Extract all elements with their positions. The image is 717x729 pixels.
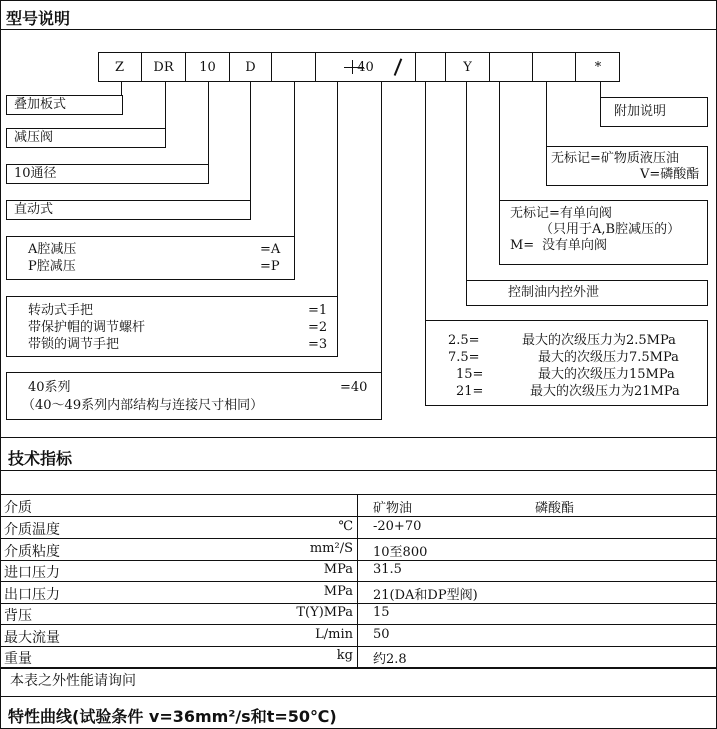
row-unit: L/min xyxy=(315,626,353,642)
connector xyxy=(208,82,209,166)
row-unit: ℃ xyxy=(338,519,353,534)
row-value: -20+70 xyxy=(373,519,422,534)
table-row xyxy=(0,539,715,561)
table-row xyxy=(0,646,715,668)
code-p3: 15= xyxy=(456,367,484,382)
label-series-note: （40～49系列内部结构与连接尺寸相同） xyxy=(22,398,264,413)
code-series: =40 xyxy=(340,380,368,395)
code-adj2: =2 xyxy=(308,320,328,335)
connector xyxy=(381,82,382,372)
label-p2: 最大的次级压力7.5MPa xyxy=(538,350,679,365)
row-value: 10至800 xyxy=(373,544,428,560)
code-p1: 2.5= xyxy=(448,333,480,348)
connector xyxy=(165,82,166,129)
model-code-cell: * xyxy=(594,59,602,75)
section-title-curve: 特性曲线(试验条件 v=36mm²/s和t=50℃) xyxy=(8,707,337,726)
code-chamber-a: =A xyxy=(260,242,281,257)
label-check3: 没有单向阀 xyxy=(542,238,608,253)
label-reduce: 减压阀 xyxy=(14,130,54,145)
header-value2: 磷酸酯 xyxy=(535,501,575,516)
row-label: 介质粘度 xyxy=(4,543,60,560)
row-label: 介质温度 xyxy=(4,522,60,538)
table-row xyxy=(0,560,715,582)
code-p4: 21= xyxy=(456,384,484,399)
connector xyxy=(466,82,467,280)
connector xyxy=(121,82,122,96)
model-code-cell: 40 xyxy=(316,52,416,82)
label-fluid2: V=磷酸酯 xyxy=(640,167,700,182)
connector xyxy=(425,82,426,320)
section-title-model: 型号说明 xyxy=(6,9,71,28)
label-direct: 直动式 xyxy=(14,202,54,217)
header-label: 介质 xyxy=(4,500,32,516)
connector xyxy=(499,82,500,200)
model-code-cell xyxy=(490,52,533,82)
row-value: 21(DA和DP型阀) xyxy=(373,587,478,603)
label-adj3: 带锁的调节手把 xyxy=(28,337,120,352)
connector xyxy=(546,82,547,147)
divider xyxy=(0,470,717,471)
header-value1: 矿物油 xyxy=(373,501,413,516)
label-drain: 控制油内控外泄 xyxy=(508,285,600,300)
label-chamber-p: P腔减压 xyxy=(28,259,76,274)
divider xyxy=(0,696,717,697)
divider xyxy=(0,668,717,669)
label-p4: 最大的次级压力为21MPa xyxy=(530,384,680,399)
label-p1: 最大的次级压力为2.5MPa xyxy=(522,333,676,348)
label-check1: 无标记=有单向阀 xyxy=(510,206,612,221)
table-row xyxy=(0,582,715,604)
label-series: 40系列 xyxy=(28,380,71,395)
row-value: 31.5 xyxy=(373,562,402,577)
row-label: 出口压力 xyxy=(4,586,60,603)
divider xyxy=(0,437,717,438)
row-label: 重量 xyxy=(4,651,32,667)
row-value: 50 xyxy=(373,626,390,642)
row-value: 15 xyxy=(373,605,390,620)
row-unit: MPa xyxy=(323,562,353,577)
code-adj1: =1 xyxy=(308,303,328,318)
label-diameter: 10通径 xyxy=(14,166,57,181)
row-label: 背压 xyxy=(4,608,32,624)
connector xyxy=(600,82,601,98)
label-fluid1: 无标记=矿物质液压油 xyxy=(551,151,679,166)
code-chamber-p: =P xyxy=(260,259,280,274)
divider xyxy=(0,29,717,30)
label-chamber-a: A腔减压 xyxy=(28,242,77,257)
connector xyxy=(250,82,251,202)
model-code-cell: Z xyxy=(98,52,142,82)
model-code-cell xyxy=(272,52,316,82)
label-stack: 叠加板式 xyxy=(14,97,67,112)
row-unit: MPa xyxy=(323,583,353,599)
model-code-cell: 10 xyxy=(186,52,230,82)
label-p3: 最大的次级压力15MPa xyxy=(538,367,675,382)
model-code-cell: Y xyxy=(446,52,490,82)
table-row xyxy=(0,517,715,539)
code-check3: M= xyxy=(510,238,535,253)
label-check2: （只用于A,B腔减压的） xyxy=(540,222,681,237)
table-row xyxy=(0,625,715,647)
table-row xyxy=(0,603,715,625)
row-label: 进口压力 xyxy=(4,565,60,581)
model-code-cell: DR xyxy=(142,52,186,82)
label-extra: 附加说明 xyxy=(614,104,667,119)
row-unit: mm²/S xyxy=(309,540,353,556)
separator-mark xyxy=(344,67,364,68)
code-adj3: =3 xyxy=(308,337,328,352)
model-code-cell xyxy=(416,52,446,82)
model-code-cell: D xyxy=(230,52,272,82)
label-adj2: 带保护帽的调节螺杆 xyxy=(28,320,146,335)
row-unit: T(Y)MPa xyxy=(296,605,353,620)
table-header-row xyxy=(0,495,715,517)
code-p2: 7.5= xyxy=(448,350,480,365)
row-unit: kg xyxy=(336,648,353,663)
row-label: 最大流量 xyxy=(4,629,60,646)
connector xyxy=(337,82,338,297)
section-title-spec: 技术指标 xyxy=(8,449,73,468)
row-value: 约2.8 xyxy=(373,652,407,667)
note-text: 本表之外性能请询问 xyxy=(10,673,136,689)
connector xyxy=(294,82,295,237)
label-adj1: 转动式手把 xyxy=(28,303,94,318)
model-code-cell xyxy=(533,52,576,82)
